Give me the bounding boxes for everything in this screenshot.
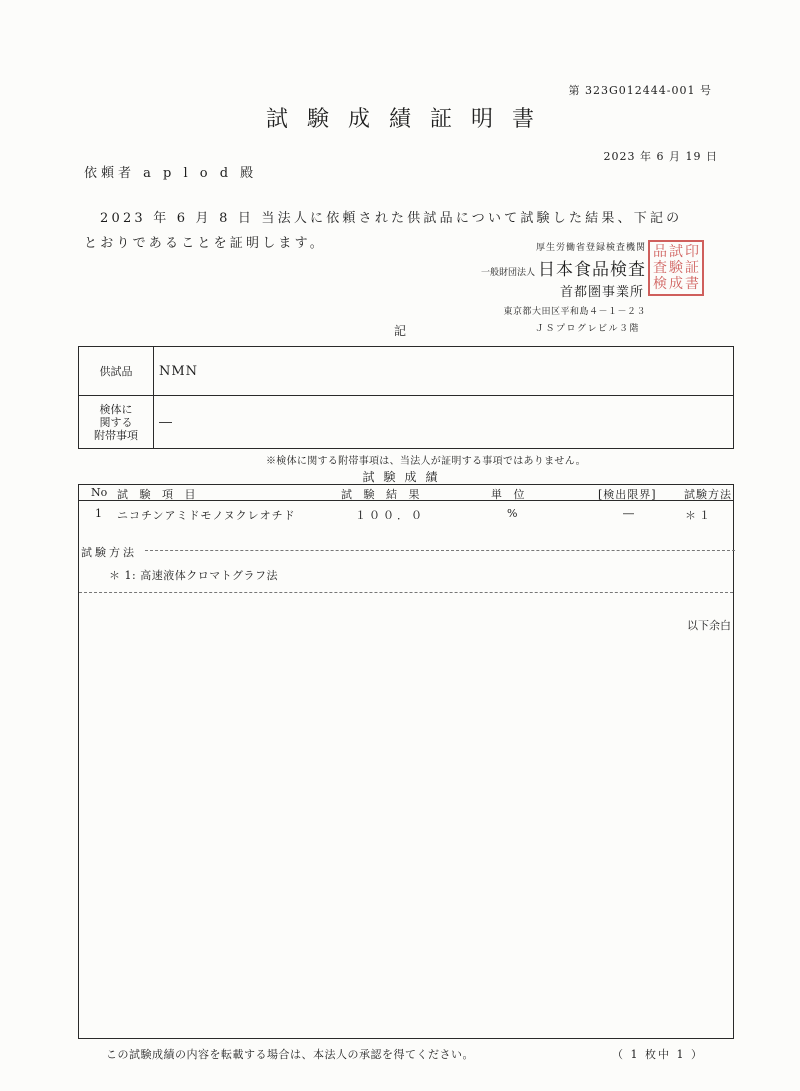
header-divider [79, 500, 733, 501]
row-unit: % [507, 507, 519, 520]
seal-char: 証 [685, 260, 699, 276]
document-title: 試験成績証明書 [265, 107, 553, 132]
official-seal-stamp [648, 240, 704, 296]
issuer-block [476, 240, 646, 334]
issuer-org-prefix: 一般財団法人 [480, 268, 535, 278]
col-header-item: 試 験 項 目 [117, 488, 200, 501]
reproduction-notice: この試験成績の内容を転載する場合は、本法人の承認を得てください。 [106, 1048, 474, 1061]
issuer-branch: 首都圏事業所 [559, 285, 644, 300]
seal-char: 成 [669, 276, 683, 292]
results-heading: 試験成績 [362, 470, 447, 484]
seal-char: 検 [653, 276, 667, 292]
col-header-result: 試 験 結 果 [341, 488, 424, 501]
seal-char: 品 [653, 244, 667, 260]
ki-marker: 記 [393, 324, 406, 338]
statement-line-1: 2023 年 6 月 8 日 当法人に依頼された供試品について試験した結果、下記の [100, 211, 683, 226]
notes-label-line: 検体に [99, 402, 133, 416]
disclaimer-note: ※検体に関する附帯事項は、当法人が証明する事項ではありません。 [266, 456, 586, 467]
sample-label: 供試品 [79, 347, 154, 395]
issuer-address-line-1: 東京都大田区平和島４－１－２３ [503, 307, 646, 317]
issuer-org-name: 日本食品検査 [538, 260, 646, 280]
seal-char: 験 [669, 260, 683, 276]
row-item: ニコチンアミドモノヌクレオチド [117, 509, 296, 522]
row-no: 1 [95, 507, 103, 520]
sample-notes-label [79, 395, 154, 449]
sample-notes-row [79, 395, 733, 449]
issuer-registration: 厚生労働省登録検査機関 [535, 243, 646, 253]
remainder-blank-marker: 以下余白 [687, 619, 731, 632]
issue-date: 2023 年 6 月 19 日 [603, 150, 718, 163]
sample-value: NMN [159, 363, 199, 379]
results-table [78, 484, 734, 1039]
col-header-unit: 単 位 [491, 488, 529, 501]
page-count: （ 1 枚中 1 ） [612, 1048, 704, 1061]
issuer-organization [476, 255, 646, 280]
row-limit: ― [623, 507, 635, 520]
seal-char: 印 [685, 244, 699, 260]
sample-row [79, 347, 733, 396]
col-header-no: No [91, 486, 108, 499]
notes-label-line: 関する [99, 415, 133, 429]
col-header-limit: [検出限界] [598, 488, 657, 501]
seal-char: 査 [653, 260, 667, 276]
row-method: ＊１ [685, 509, 713, 522]
sample-info-table [78, 346, 734, 449]
certificate-number: 第 323G012444-001 号 [568, 84, 712, 97]
issuer-address-line-2: ＪＳプログレビル３階 [534, 324, 640, 334]
seal-char: 試 [669, 244, 683, 260]
statement-line-2: とおりであることを証明します。 [84, 236, 326, 251]
requester: 依頼者 a p l o d 殿 [84, 166, 258, 181]
notes-label-line: 附帯事項 [94, 428, 138, 442]
col-header-method: 試験方法 [684, 488, 732, 501]
method-line: ＊ 1: 高速液体クロマトグラフ法 [109, 569, 278, 582]
method-label-divider [145, 550, 735, 551]
row-result: １００．０ [355, 509, 425, 522]
seal-char: 書 [685, 276, 699, 292]
method-label: 試験方法 [81, 546, 137, 559]
sample-notes-value: ― [159, 414, 173, 430]
method-bottom-divider [79, 592, 733, 593]
